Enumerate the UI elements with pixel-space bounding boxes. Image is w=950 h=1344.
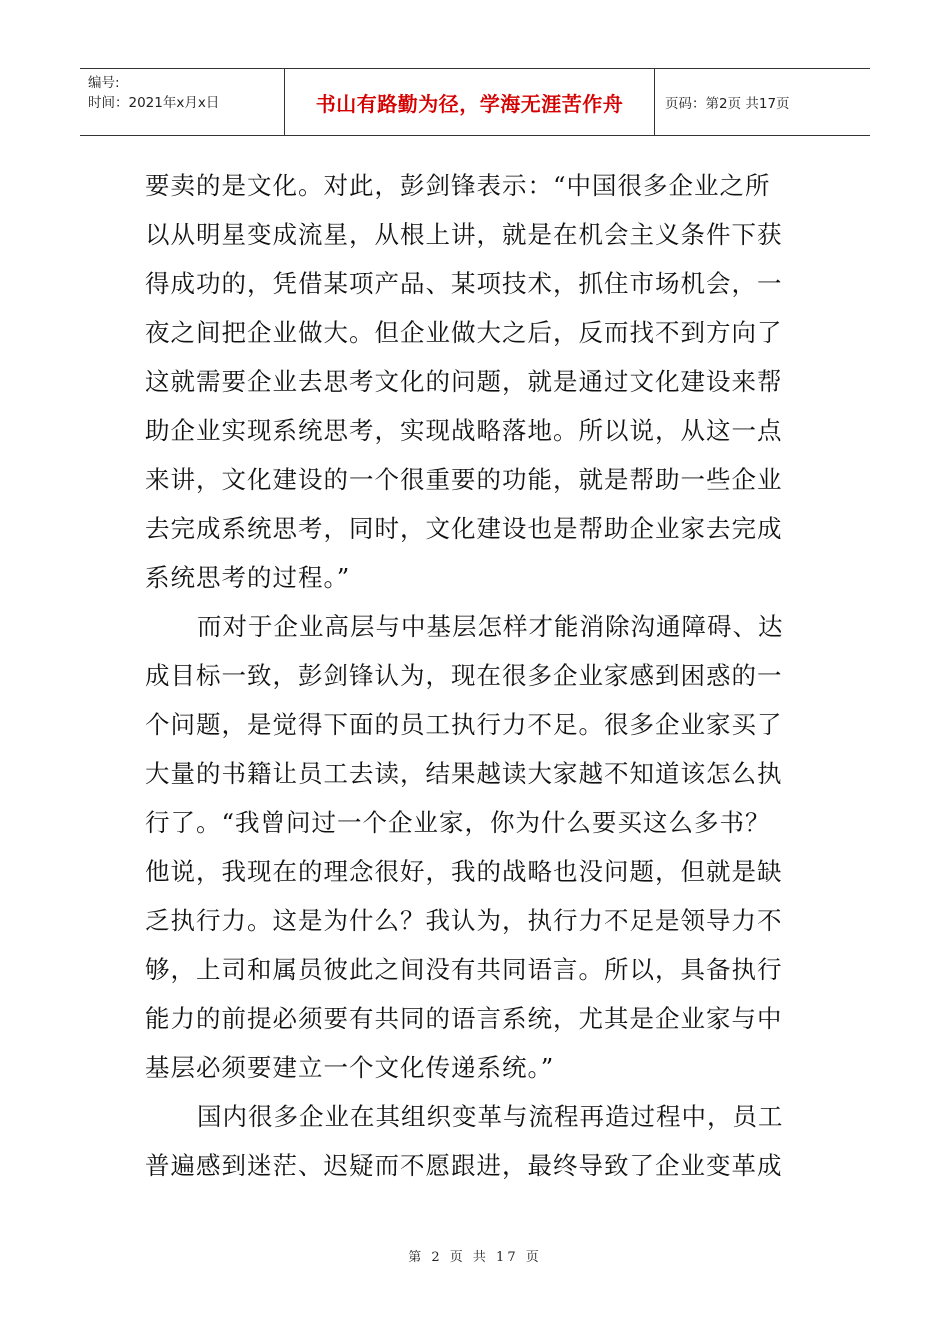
body-text-line: 系统思考的过程。” xyxy=(145,563,351,592)
body-text-line: 夜之间把企业做大。但企业做大之后，反而找不到方向了 xyxy=(145,318,783,347)
body-text-line: 能力的前提必须要有共同的语言系统，尤其是企业家与中 xyxy=(145,1004,783,1033)
body-text-line: 行了。“我曾问过一个企业家，你为什么要买这么多书？ xyxy=(145,808,771,837)
body-text-line: 他说，我现在的理念很好，我的战略也没问题，但就是缺 xyxy=(145,857,783,886)
document-date: 时间：2021年x月x日 xyxy=(88,95,220,111)
body-text-line: 乏执行力。这是为什么？我认为，执行力不足是领导力不 xyxy=(145,906,783,935)
body-text-line: 国内很多企业在其组织变革与流程再造过程中，员工 xyxy=(197,1102,784,1131)
header-meta xyxy=(80,69,284,135)
page-header xyxy=(80,68,870,136)
body-text-line: 来讲，文化建设的一个很重要的功能，就是帮助一些企业 xyxy=(145,465,783,494)
body-text-line: 普遍感到迷茫、迟疑而不愿跟进，最终导致了企业变革成 xyxy=(145,1151,783,1180)
header-page-code: 页码：第2页 共17页 xyxy=(665,96,790,112)
header-motto-cell xyxy=(284,69,655,135)
body-text-line: 成目标一致，彭剑锋认为，现在很多企业家感到困惑的一 xyxy=(145,661,783,690)
body-text-line: 以从明星变成流星，从根上讲，就是在机会主义条件下获 xyxy=(145,220,783,249)
document-number-label: 编号: xyxy=(88,75,120,91)
body-text-line: 够，上司和属员彼此之间没有共同语言。所以，具备执行 xyxy=(145,955,783,984)
body-text-line: 要卖的是文化。对此，彭剑锋表示：“中国很多企业之所 xyxy=(145,171,771,200)
body-text-line: 基层必须要建立一个文化传递系统。” xyxy=(145,1053,555,1082)
header-page-cell xyxy=(655,69,870,135)
body-text-line: 这就需要企业去思考文化的问题，就是通过文化建设来帮 xyxy=(145,367,783,396)
body-text-line: 去完成系统思考，同时，文化建设也是帮助企业家去完成 xyxy=(145,514,783,543)
body-text-line: 助企业实现系统思考，实现战略落地。所以说，从这一点 xyxy=(145,416,783,445)
page-footer: 第 2 页 共 17 页 xyxy=(408,1250,542,1265)
body-text-line: 而对于企业高层与中基层怎样才能消除沟通障碍、达 xyxy=(197,612,784,641)
body-text-line: 得成功的，凭借某项产品、某项技术，抓住市场机会，一 xyxy=(145,269,783,298)
body-text-line: 大量的书籍让员工去读，结果越读大家越不知道该怎么执 xyxy=(145,759,783,788)
body-text-line: 个问题，是觉得下面的员工执行力不足。很多企业家买了 xyxy=(145,710,783,739)
document-body xyxy=(145,164,807,1193)
header-motto: 书山有路勤为径，学海无涯苦作舟 xyxy=(315,91,624,116)
